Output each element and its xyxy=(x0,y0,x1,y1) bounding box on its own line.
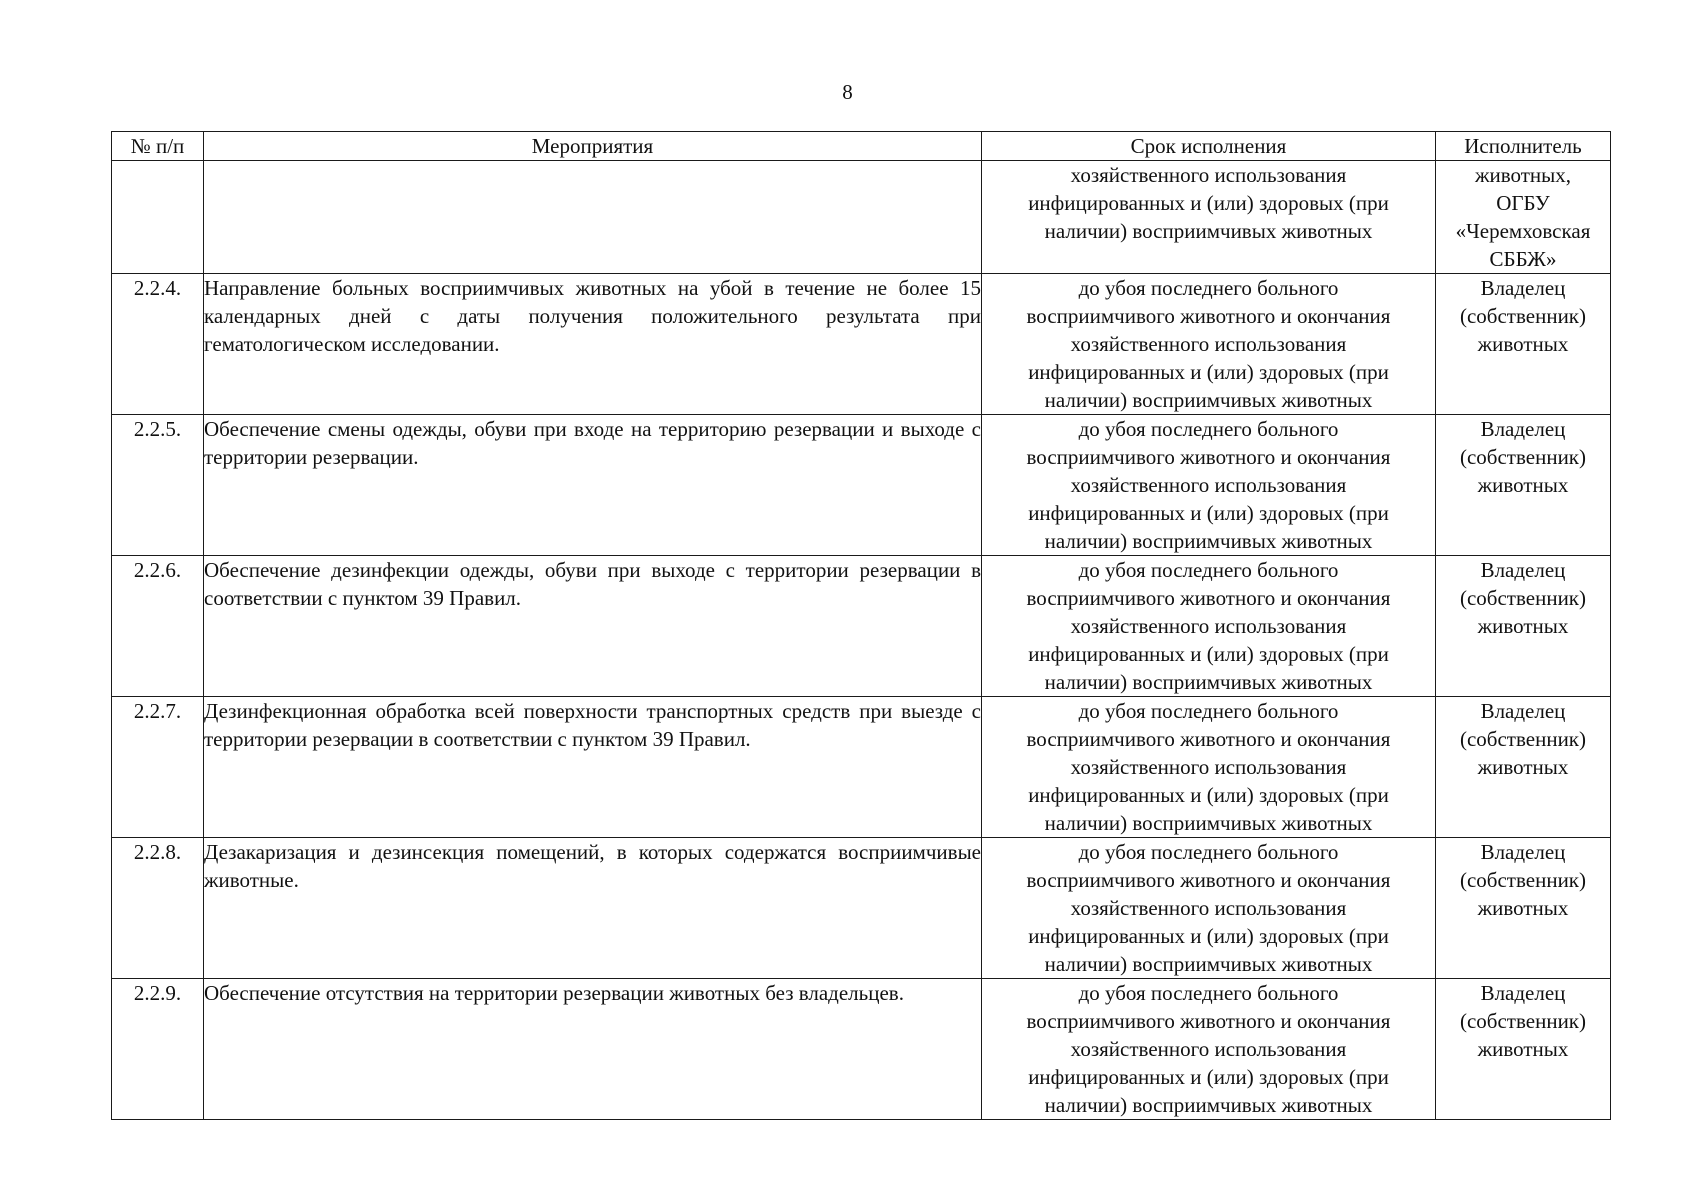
cell-term xyxy=(982,161,1436,274)
executor-line: Владелец xyxy=(1480,558,1566,582)
term-line: восприимчивого животного и окончания xyxy=(1026,445,1391,469)
executor-line: СББЖ» xyxy=(1489,247,1557,271)
term-line: восприимчивого животного и окончания xyxy=(1026,586,1391,610)
cell-term xyxy=(982,274,1436,415)
executor-line: (собственник) xyxy=(1459,868,1587,892)
executor-line: (собственник) xyxy=(1459,304,1587,328)
term-line: хозяйственного использования xyxy=(1070,163,1347,187)
table-row xyxy=(112,556,1611,697)
term-line: хозяйственного использования xyxy=(1070,332,1347,356)
term-line: наличии) восприимчивых животных xyxy=(1044,529,1373,553)
cell-measure: Обеспечение смены одежды, обуви при входе на территорию резервации и выходе с территории резервации. xyxy=(204,415,982,556)
measures-table xyxy=(111,131,1611,1120)
term-line: наличии) восприимчивых животных xyxy=(1044,952,1373,976)
cell-measure: Дезакаризация и дезинсекция помещений, в которых содержатся восприимчивые животные. xyxy=(204,838,982,979)
table-header-row xyxy=(112,132,1611,161)
term-line: хозяйственного использования xyxy=(1070,473,1347,497)
cell-executor xyxy=(1436,697,1611,838)
executor-line: (собственник) xyxy=(1459,1009,1587,1033)
header-term: Срок исполнения xyxy=(982,132,1436,161)
cell-num: 2.2.7. xyxy=(112,697,204,838)
term-line: инфицированных и (или) здоровых (при xyxy=(1028,924,1389,948)
term-line: инфицированных и (или) здоровых (при xyxy=(1028,360,1389,384)
term-line: инфицированных и (или) здоровых (при xyxy=(1028,783,1389,807)
term-line: наличии) восприимчивых животных xyxy=(1044,219,1373,243)
cell-measure: Направление больных восприимчивых животных на убой в течение не более 15 календарных дней с даты получения положительного результата при гематологическом исследовании. xyxy=(204,274,982,415)
cell-measure: Обеспечение отсутствия на территории резервации животных без владельцев. xyxy=(204,979,982,1120)
cell-executor xyxy=(1436,161,1611,274)
term-line: инфицированных и (или) здоровых (при xyxy=(1028,1065,1389,1089)
executor-line: Владелец xyxy=(1480,276,1566,300)
term-line: наличии) восприимчивых животных xyxy=(1044,388,1373,412)
term-line: восприимчивого животного и окончания xyxy=(1026,868,1391,892)
term-line: до убоя последнего больного xyxy=(1078,699,1339,723)
cell-executor xyxy=(1436,556,1611,697)
executor-line: Владелец xyxy=(1480,699,1566,723)
cell-term xyxy=(982,838,1436,979)
cell-term xyxy=(982,697,1436,838)
cell-num: 2.2.6. xyxy=(112,556,204,697)
executor-line: Владелец xyxy=(1480,840,1566,864)
term-line: восприимчивого животного и окончания xyxy=(1026,1009,1391,1033)
table-row xyxy=(112,979,1611,1120)
cell-measure xyxy=(204,161,982,274)
executor-line: Владелец xyxy=(1480,981,1566,1005)
table-row-continuation xyxy=(112,161,1611,274)
cell-term xyxy=(982,556,1436,697)
term-line: до убоя последнего больного xyxy=(1078,417,1339,441)
executor-line: «Черемховская xyxy=(1455,219,1591,243)
executor-line: животных xyxy=(1477,473,1569,497)
term-line: до убоя последнего больного xyxy=(1078,981,1339,1005)
term-line: инфицированных и (или) здоровых (при xyxy=(1028,642,1389,666)
cell-executor xyxy=(1436,274,1611,415)
cell-term xyxy=(982,979,1436,1120)
cell-executor xyxy=(1436,979,1611,1120)
term-line: до убоя последнего больного xyxy=(1078,558,1339,582)
term-line: хозяйственного использования xyxy=(1070,755,1347,779)
page-number: 8 xyxy=(842,80,854,104)
term-line: восприимчивого животного и окончания xyxy=(1026,727,1391,751)
table-row xyxy=(112,415,1611,556)
header-num: № п/п xyxy=(112,132,204,161)
table-row xyxy=(112,838,1611,979)
table-row xyxy=(112,697,1611,838)
executor-line: животных xyxy=(1477,614,1569,638)
cell-term xyxy=(982,415,1436,556)
term-line: восприимчивого животного и окончания xyxy=(1026,304,1391,328)
executor-line: ОГБУ xyxy=(1496,191,1550,215)
term-line: наличии) восприимчивых животных xyxy=(1044,670,1373,694)
cell-num: 2.2.5. xyxy=(112,415,204,556)
executor-line: животных xyxy=(1477,1037,1569,1061)
executor-line: животных xyxy=(1477,755,1569,779)
header-measure: Мероприятия xyxy=(204,132,982,161)
cell-executor xyxy=(1436,415,1611,556)
executor-line: (собственник) xyxy=(1459,586,1587,610)
term-line: хозяйственного использования xyxy=(1070,896,1347,920)
executor-line: Владелец xyxy=(1480,417,1566,441)
term-line: наличии) восприимчивых животных xyxy=(1044,811,1373,835)
cell-measure: Дезинфекционная обработка всей поверхности транспортных средств при выезде с территории резервации в соответствии с пунктом 39 Правил. xyxy=(204,697,982,838)
table-row xyxy=(112,274,1611,415)
executor-line: (собственник) xyxy=(1459,727,1587,751)
cell-executor xyxy=(1436,838,1611,979)
executor-line: (собственник) xyxy=(1459,445,1587,469)
term-line: хозяйственного использования xyxy=(1070,1037,1347,1061)
cell-num: 2.2.4. xyxy=(112,274,204,415)
term-line: до убоя последнего больного xyxy=(1078,276,1339,300)
executor-line: животных xyxy=(1477,332,1569,356)
term-line: хозяйственного использования xyxy=(1070,614,1347,638)
term-line: инфицированных и (или) здоровых (при xyxy=(1028,191,1389,215)
cell-num: 2.2.9. xyxy=(112,979,204,1120)
cell-num xyxy=(112,161,204,274)
term-line: до убоя последнего больного xyxy=(1078,840,1339,864)
cell-num: 2.2.8. xyxy=(112,838,204,979)
term-line: инфицированных и (или) здоровых (при xyxy=(1028,501,1389,525)
executor-line: животных xyxy=(1477,896,1569,920)
cell-measure: Обеспечение дезинфекции одежды, обуви при выходе с территории резервации в соответствии с пунктом 39 Правил. xyxy=(204,556,982,697)
header-executor: Исполнитель xyxy=(1436,132,1611,161)
executor-line: животных, xyxy=(1474,163,1572,187)
term-line: наличии) восприимчивых животных xyxy=(1044,1093,1373,1117)
